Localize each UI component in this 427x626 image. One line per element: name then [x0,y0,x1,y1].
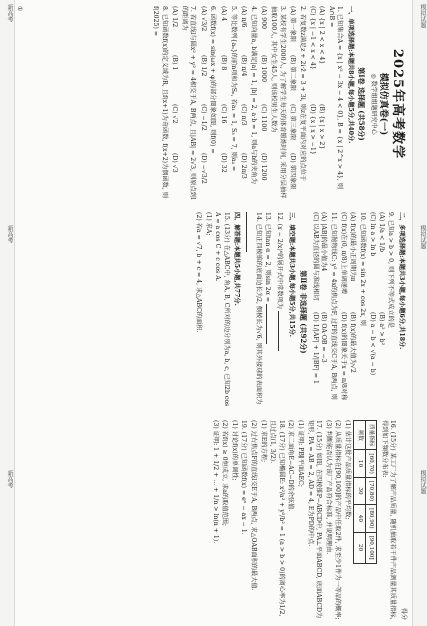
option: (C) f(x)在(0, π/8)上单调递增 [340,212,348,295]
score-label: 得分 [400,607,407,620]
option: (C) 以AB为直径的圆与准线相切 [311,212,319,301]
question-10: 10. 已知函数f(x) = sin 2x + cos 2x, 则 [358,212,366,326]
question-9-options [368,212,385,412]
option: (D) 第四象限 [289,153,297,190]
column-2 [20,212,407,412]
option: (C) ln a > ln b [369,212,377,257]
question-part: (1) 证明: PB∥平面AEC; [297,420,305,487]
option: (B) a² > b² [377,312,385,346]
question-2: 2. 若复数z满足z + 2i·z̄ = 3 + 3i, 则z在复平面内对应的点位于 [298,6,306,182]
part-2-heading: 第Ⅱ卷 非选择题 (共92分) [299,270,309,354]
question-18: 18. (17分) 已知椭圆E: x²/a² + y²/b² = 1 (a > b > 0)的离心率为1/2, 且过点(1, 3/2). [269,420,285,617]
option: (B) 8 [220,55,228,71]
option: (A) 1/a < 1/b [377,212,385,253]
exam-org: ◎ 数学组组题研究中心 [370,73,377,135]
question-5: 5. 等比数列{aₙ}的前n项和为Sₙ, 若a₁ = 1, S₃ = 7, 则a₄ = [229,6,237,172]
side-stamp: 模拟试题 [419,225,426,249]
question-part: (1) 估计这批产品质量指标的平均数; [344,420,352,520]
table-cell: [60,70) [365,450,377,477]
question-part: (1) 求E的方程; [259,420,267,463]
table-cell: 40 [354,505,366,532]
page-number: ① [16,6,23,12]
table-cell: 30 [354,477,366,504]
question-4: 4. 已知向量a, b满足|a| = 1, |b| = 2, a·b = 1, 则a与b的夹角为 [249,6,257,184]
table-row [354,421,366,564]
side-stamp: 新高考 [6,470,13,488]
option: (B) f(x)的最大值为√2 [349,312,357,373]
frequency-table [353,420,377,564]
question-part: (2) 求二面角E−AC−D的余弦值. [287,420,295,512]
table-cell: [70,80) [365,477,377,504]
option: (B) 1 [171,55,179,71]
side-stamp: 模拟试题 [419,470,426,494]
option: (A) 第一象限 [289,6,297,43]
table-cell: [90,100] [365,532,377,563]
option: (D) √3 [171,153,179,173]
option: (D) 1/|AF| + 1/|BF| = 1 [311,312,319,384]
question-text: 14. 已知正四棱锥的底面边长为2, 侧棱长为√6, 则其外接球的表面积为 [254,212,262,405]
option: (A) 900 [260,6,268,30]
option: (A) {x | 2 < x < 4} [318,6,326,65]
question-4-options [239,6,248,202]
table-cell: 质量指标 [365,421,377,450]
question-7-options [170,6,179,202]
question-part: (2) 从质量指标在[90,100]的产品中任取2件, 求至少1件为一等品的概率; [334,420,342,620]
question-part: (2) 若a = √7, b + c = 4, 求△ABC的面积. [195,212,203,333]
answer-blank [278,311,285,351]
option: (A) f(x)的最小正周期为π [349,212,357,282]
question-8: 8. 已知函数f(x)的定义域为R, 且f(x+1)为奇函数, f(x+2)为偶函数, 则f(2025) = [151,6,168,198]
question-part: (1) 讨论f(x)的单调性; [230,420,238,481]
question-19: 19. (17分) 已知函数f(x) = eˣ − ax − 1. [240,420,248,535]
option: (C) π/3 [240,104,248,126]
option: (B) π/4 [240,55,248,77]
option: (D) 2π/3 [240,153,248,179]
question-6-options [198,6,207,202]
option: (A) √3/2 [199,6,207,32]
option: (A) π/6 [240,6,248,28]
option: (B) {x | x > 2} [318,104,326,150]
question-7: 7. 若直线l与圆x² + y² = 4相交于A, B两点, 且|AB| = 2√3, 则原点到l的距离为 [180,6,197,200]
question-5-options [219,6,228,202]
option: (A) |AB|的最小值为4 [320,212,328,272]
table-cell: 20 [354,532,366,563]
option: (C) 1100 [260,104,268,132]
table-cell: 10 [354,450,366,477]
question-1-options [308,6,325,202]
option: (D) −√3/2 [199,153,207,184]
question-part: (2) 过右焦点F的直线l交E于A, B两点, 求△OAB面积的最大值. [250,420,258,591]
option: (B) 第二象限 [289,55,297,92]
option: (C) 16 [220,104,228,124]
column-3 [20,420,407,620]
question-6: 6. 函数f(x) = sin(ωx + φ)的部分图象如图, 则f(0) = [209,6,217,154]
option: (B) OA·OB = −3 [320,312,328,363]
table-cell: [80,90) [365,505,377,532]
option: (D) 32 [220,153,228,173]
exam-subtitle: 模拟仿真卷(一) [378,72,388,136]
table-cell: 频数 [354,421,366,450]
question-part: (3) 判断能否认为该厂产品符合标准, 并说明理由. [324,420,332,555]
question-2-options [288,6,297,202]
question-3: 3. 某校有学生2000人, 为了解学生每天的体育锻炼时间, 采用分层抽样抽取100人, 其中女生45人, 则该校男生人数为 [270,6,286,199]
answer-blank [246,212,253,252]
option: (D) {x | x > −1} [309,104,317,155]
question-1: 1. 已知集合A = {x | x² − 3x − 4 < 0}, B = {x | 2^x > 4}, 则A∩B = [327,6,344,189]
section-heading: 三、填空题:本题共3小题,每小题5分,共15分. [288,212,296,337]
question-part: (2) 若f(x) ≥ 0恒成立, 求a的取值范围; [221,420,229,526]
section-heading: 一、单项选择题:本题共8小题,每小题5分,共40分. [346,6,354,144]
side-stamp: 新高考 [6,225,13,243]
column-1 [20,6,407,202]
question-10-options [339,212,356,412]
question-13 [263,212,274,412]
question-text: 12. (x − 2/x)⁶的展开式中常数项为 [275,212,283,309]
question-text: 13. 已知tan α = 2, 则sin 2α = [264,212,272,303]
option: (A) 1/2 [171,6,179,28]
option: (A) 4 [220,6,228,22]
section-heading: 四、解答题:本题共5小题,共77分. [233,212,241,306]
option: (B) 1000 [260,55,268,83]
right-binding-strip [412,0,427,626]
question-17: 17. (15分) 如图, 在四棱锥P−ABCD中, PA⊥平面ABCD, 底面ABCD为矩形, PA = AB = 2, AD = 4, E为PD的中点. [306,420,323,619]
rotated-exam-sheet [14,0,413,626]
question-12 [274,212,285,412]
question-11: 11. 已知抛物线C: y² = 4x的焦点为F, 过F的直线交C于A, B两点, 则 [329,212,337,400]
score-box [398,420,407,620]
option: (D) f(x)的图象关于x = π/8对称 [340,312,348,401]
option: (B) 1/2 [199,55,207,77]
answer-blank [266,304,273,344]
option: (C) 第三象限 [289,104,297,141]
option: (C) −1/2 [199,104,207,131]
question-3-options [259,6,268,202]
question-11-options [310,212,327,412]
option: (D) a − b < √(a − b) [369,312,377,376]
part-1-heading: 第Ⅰ卷 选择题 (共58分) [357,67,367,141]
question-9: 9. 已知a > b > 0, 则下列不等式成立的是 [387,212,395,328]
side-stamp: 模拟试题 [419,4,426,28]
option: (C) {x | −1 < x < 4} [309,6,317,70]
question-16: 16. (15分) 某工厂为了解产品质量, 随机抽取若干件产品测量其质量指标, 得到如下频数分布表: [380,420,397,620]
section-heading: 二、多项选择题:本题共3小题,每小题6分,共18分. [398,212,405,350]
question-15: 15. (13分) 在△ABC中, 角A, B, C所对的边分别为a, b, c, 已知2b cos A = a cos C + c cos A. [214,212,230,407]
question-part: (3) 证明: 1 + 1/2 + ... + 1/n > ln(n + 1). [211,420,219,544]
exam-title: 2025年高考数学 [390,48,405,160]
option: (D) 1200 [260,153,268,181]
question-14 [243,212,262,412]
question-part: (1) 求A; [204,212,212,236]
left-binding-strip [0,0,15,626]
side-stamp: 新高考 [6,4,13,22]
option: (C) √2 [171,104,179,124]
table-row [365,421,377,564]
